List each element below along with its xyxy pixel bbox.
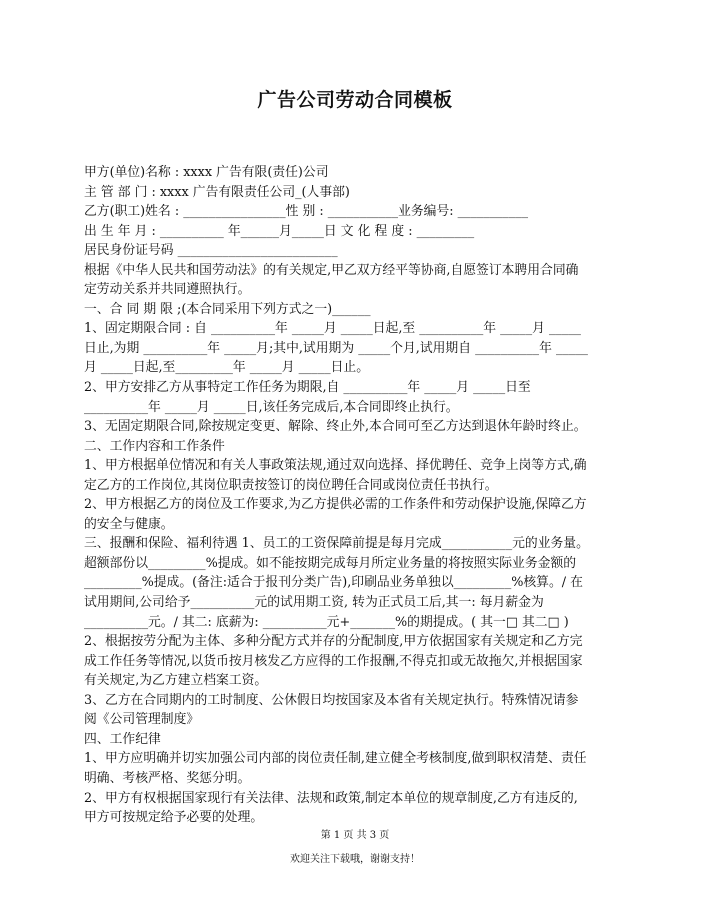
body-line: 甲方(单位)名称 : xxxx 广告有限(责任)公司	[84, 165, 329, 180]
body-line: 超额部份以_________%提成。如不能按期完成每月所定业务量的将按照实际业务金额的	[84, 555, 577, 571]
body-line: 出 生 年 月 : __________ 年______月_____日 文 化 程 度 : _________	[84, 223, 475, 239]
body-line: 试用期间,公司给予__________元的试用期工资, 转为正式员工后,其一: 每月薪金为	[84, 595, 544, 611]
body-line: 3、无固定期限合同,除按规定变更、解除、终止外,本合同可至乙方达到退休年龄时终止。	[84, 419, 587, 435]
section-heading: 三、报酬和保险、福利待遇 1、员工的工资保障前提是每月完成___________元的业务量。	[84, 536, 589, 552]
body-line: 定乙方的工作岗位,其岗位职责按签订的岗位聘任合同或岗位责任书执行。	[84, 477, 498, 493]
body-line: 成工作任务等情况,以货币按月核发乙方应得的工作报酬,不得克扣或无故拖欠,并根据国家	[84, 653, 583, 669]
body-line: 2、甲方有权根据国家现行有关法律、法规和政策,制定本单位的规章制度,乙方有违反的,	[84, 790, 578, 806]
section-heading: 一、合 同 期 限 ;(本合同采用下列方式之一)______	[84, 301, 371, 317]
body-line: 2、甲方安排乙方从事特定工作任务为期限,自 __________年 _____月 _____日至	[84, 380, 531, 396]
body-line: 的安全与健康。	[84, 516, 174, 532]
body-line: 1、甲方应明确并切实加强公司内部的岗位责任制,建立健全考核制度,做到职权清楚、责任	[84, 751, 587, 767]
body-line: 明确、考核严格、奖惩分明。	[84, 770, 251, 786]
body-line: 居民身份证号码 _________________________	[84, 243, 338, 259]
body-line: 根据《中华人民共和国劳动法》的有关规定,甲乙双方经平等协商,自愿签订本聘用合同确	[84, 262, 579, 278]
body-line: __________元。/ 其二: 底薪为: __________元+_______%的期提成。( 其一□ 其二□ )	[84, 614, 569, 630]
contract-body	[84, 163, 634, 828]
body-line: 阅《公司管理制度》	[84, 712, 200, 728]
page-number: 第 1 页 共 3 页	[320, 830, 390, 841]
body-line: _________%提成。(备注:适合于报刊分类广告),印刷品业务单独以_________%核算。/ 在	[84, 575, 583, 591]
footer-note: 欢迎关注下载哦，谢谢支持！	[290, 854, 420, 865]
body-line: 乙方(职工)姓名 : ________________性 别 : ___________业务编号: ___________	[84, 204, 529, 220]
body-line: 甲方可按规定给予必要的处理。	[84, 810, 264, 826]
body-line: 月 _____日起,至_________年 _____月 _____日止。	[84, 360, 370, 376]
section-heading: 四、工作纪律	[84, 731, 161, 747]
body-line: 1、甲方根据单位情况和有关人事政策法规,通过双向选择、择优聘任、竞争上岗等方式,确	[84, 458, 587, 474]
body-line: 3、乙方在合同期内的工时制度、公休假日均按国家及本省有关规定执行。特殊情况请参	[84, 692, 579, 708]
body-line: 定劳动关系并共同遵照执行。	[84, 282, 251, 298]
body-line: 2、甲方根据乙方的岗位及工作要求,为乙方提供必需的工作条件和劳动保护设施,保障乙方	[84, 497, 587, 513]
body-line: 1、固定期限合同 : 自 __________年 _____月 _____日起,至 __________年 _____月 _____	[84, 321, 581, 337]
section-heading: 二、工作内容和工作条件	[84, 438, 225, 454]
body-line: 日止,为期 __________年 _____月;其中,试用期为 _____个月,试用期自 __________年 _____	[84, 340, 588, 356]
body-line: 主 管 部 门 : xxxx 广告有限责任公司_(人事部)	[84, 184, 350, 200]
document-title: 广告公司劳动合同模板	[257, 89, 453, 111]
body-line: 有关规定,为乙方建立档案工资。	[84, 673, 268, 689]
body-line: __________年 _____月 _____日,该任务完成后,本合同即终止执行。	[84, 399, 459, 415]
body-line: 2、根据按劳分配为主体、多种分配方式并存的分配制度,甲方依据国家有关规定和乙方完	[84, 634, 583, 650]
